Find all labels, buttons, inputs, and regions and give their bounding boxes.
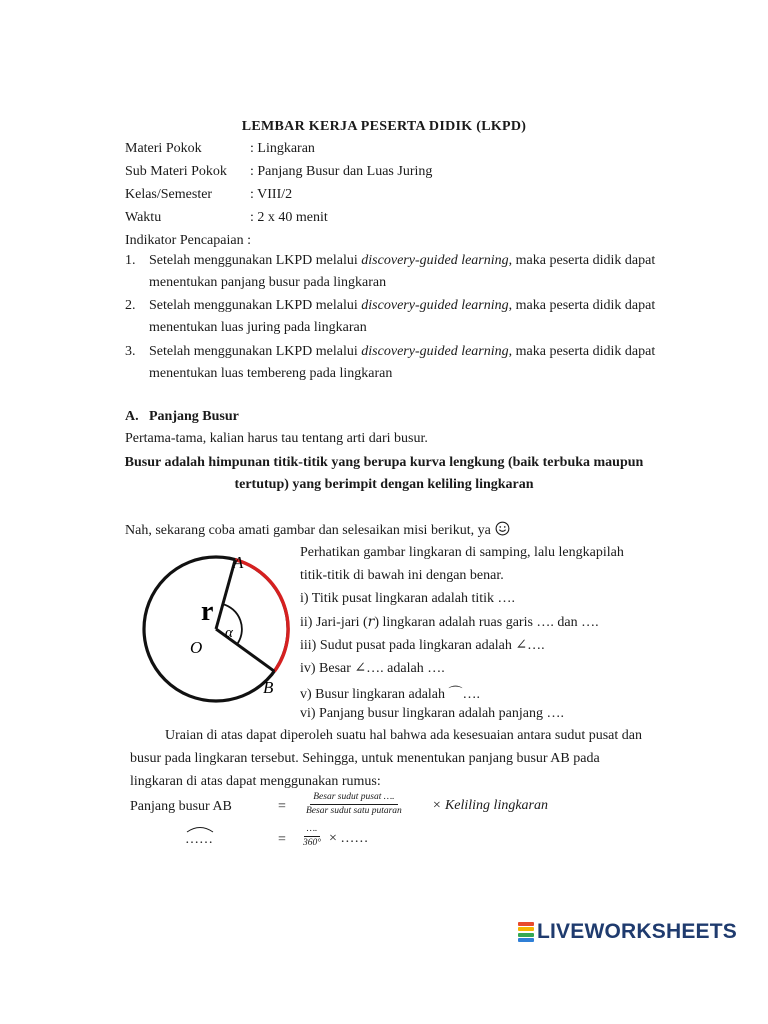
formula-eq-2: = [278, 832, 286, 847]
meta-value-sub-materi: : Panjang Busur dan Luas Juring [250, 164, 433, 179]
formula-numerator: Besar sudut pusat …. [310, 792, 397, 805]
indicator-3-cont: menentukan luas tembereng pada lingkaran [149, 366, 393, 381]
smiley-icon [495, 521, 510, 536]
indikator-label: Indikator Pencapaian : [125, 233, 251, 248]
label-b: B [263, 678, 274, 697]
label-o: O [190, 638, 203, 657]
formula-eq: = [278, 799, 286, 814]
formula-times: × Keliling lingkaran [432, 798, 548, 813]
formula-fraction [306, 792, 402, 816]
paragraph-line-3: lingkaran di atas dapat menggunakan rumus: [130, 774, 381, 789]
definition-line-1: Busur adalah himpunan titik-titik yang berupa kurva lengkung (baik terbuka maupun [124, 455, 644, 470]
formula-fraction-2 [303, 824, 321, 848]
section-a-heading: A. Panjang Busur [125, 409, 239, 424]
formula-numerator-2: …. [304, 824, 321, 837]
formula-arc-label: …… [185, 832, 213, 848]
formula-label: Panjang busur AB [130, 799, 232, 814]
instruction-line-2: titik-titik di bawah ini dengan benar. [300, 568, 504, 583]
indicator-2-cont: menentukan luas juring pada lingkaran [149, 320, 367, 335]
liveworksheets-logo: LIVEWORKSHEETS [518, 920, 737, 944]
meta-key-waktu: Waktu [125, 210, 162, 225]
question-1: i) Titik pusat lingkaran adalah titik …. [300, 591, 516, 606]
page-title: LEMBAR KERJA PESERTA DIDIK (LKPD) [241, 119, 527, 134]
formula-times-2: × …… [329, 831, 369, 846]
circle-figure [120, 550, 295, 705]
label-a: A [233, 553, 244, 572]
section-a-intro: Pertama-tama, kalian harus tau tentang arti dari busur. [125, 431, 428, 446]
meta-key-kelas: Kelas/Semester [125, 187, 213, 202]
indicator-1-cont: menentukan panjang busur pada lingkaran [149, 275, 387, 290]
paragraph-line-2: busur pada lingkaran tersebut. Sehingga, untuk menentukan panjang busur AB pada [130, 751, 600, 766]
meta-key-sub-materi: Sub Materi Pokok [125, 164, 227, 179]
meta-value-waktu: : 2 x 40 menit [250, 210, 328, 225]
meta-value-kelas: : VIII/2 [250, 187, 293, 202]
paragraph-line-1: Uraian di atas dapat diperoleh suatu hal bahwa ada kesesuaian antara sudut pusat dan [165, 728, 642, 743]
formula-denominator-2: 360° [303, 838, 322, 848]
indicator-1: 1. Setelah menggunakan LKPD melalui discovery-guided learning, maka peserta didik dapat [125, 253, 656, 268]
liveworksheets-logo-icon [518, 922, 534, 942]
indicator-2: 2. Setelah menggunakan LKPD melalui discovery-guided learning, maka peserta didik dapat [125, 298, 656, 313]
arc-symbol-icon [185, 825, 215, 833]
instruction-line-1: Perhatikan gambar lingkaran di samping, lalu lengkapilah [300, 545, 624, 560]
label-alpha: α [225, 625, 233, 641]
question-4: iv) Besar ∠…. adalah …. [300, 661, 445, 676]
meta-value-materi: : Lingkaran [250, 141, 315, 156]
definition-line-2: tertutup) yang berimpit dengan keliling lingkaran [234, 477, 534, 492]
question-5: v) Busur lingkaran adalah ⌒…. [300, 687, 481, 702]
question-6: vi) Panjang busur lingkaran adalah panjang …. [300, 706, 564, 721]
question-3: iii) Sudut pusat pada lingkaran adalah ∠…. [300, 638, 545, 653]
formula-denominator: Besar sudut satu putaran [306, 806, 402, 816]
indicator-3: 3. Setelah menggunakan LKPD melalui discovery-guided learning, maka peserta didik dapat [125, 344, 656, 359]
arc-ab [235, 560, 288, 672]
label-r: r [201, 596, 214, 627]
prompt-line: Nah, sekarang coba amati gambar dan selesaikan misi berikut, ya [125, 521, 510, 539]
meta-key-materi: Materi Pokok [125, 141, 202, 156]
question-2: ii) Jari-jari (𝑟) lingkaran adalah ruas garis …. dan …. [300, 615, 599, 630]
